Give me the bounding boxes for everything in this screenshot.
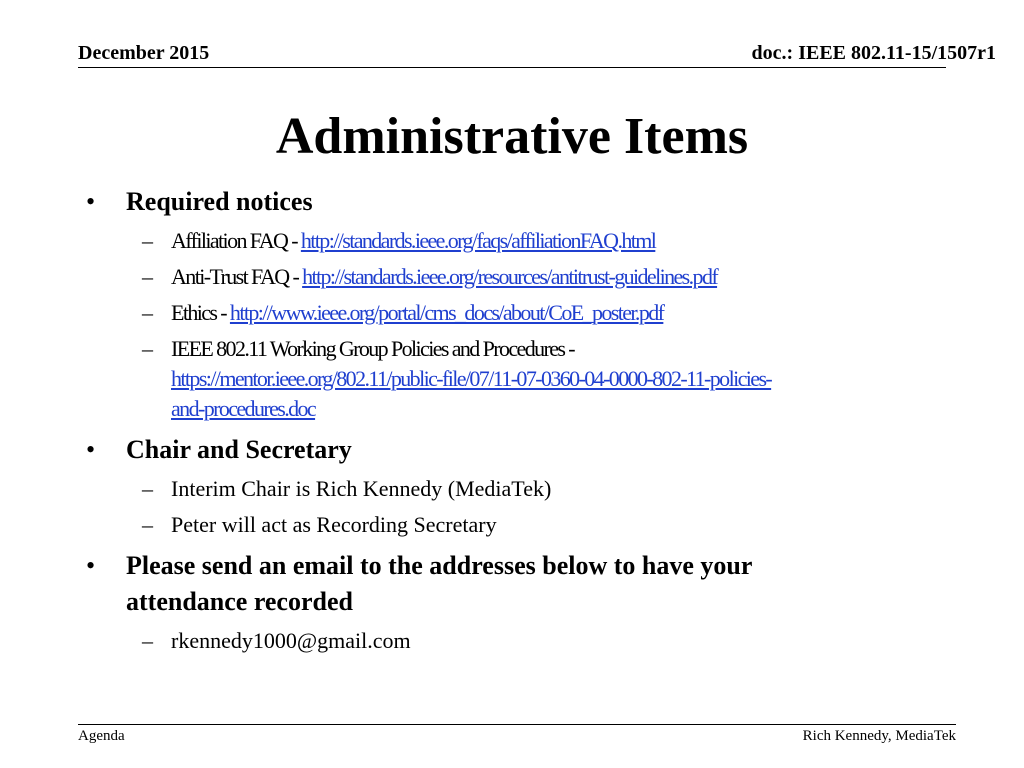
affiliation-faq-link[interactable]: http://standards.ieee.org/faqs/affiliationFAQ.html [300, 228, 656, 253]
dash-marker: – [142, 628, 153, 653]
antitrust-label: Anti-Trust FAQ - [171, 264, 303, 289]
bullet-required-notices [80, 184, 960, 220]
bullet-marker: • [86, 187, 96, 216]
bullet-chair-secretary [80, 432, 960, 468]
header-doc-number: doc.: IEEE 802.11-15/1507r1 [751, 42, 996, 64]
ethics-poster-link[interactable]: http://www.ieee.org/portal/cms_docs/about/CoE_poster.pdf [229, 300, 664, 325]
ethics-label: Ethics - [171, 300, 230, 325]
dash-marker: – [142, 228, 152, 253]
policies-link[interactable] [171, 366, 771, 421]
recording-secretary-text: Peter will act as Recording Secretary [171, 512, 497, 537]
dash-marker: – [142, 264, 152, 289]
attendance-email: rkennedy1000@gmail.com [171, 628, 411, 653]
header-divider [78, 67, 946, 68]
bullet-marker: • [86, 435, 96, 464]
bullet-heading: Chair and Secretary [126, 435, 352, 464]
bullet-attendance [80, 548, 960, 620]
attendance-heading-line1: Please send an email to the addresses below to have your [126, 551, 753, 580]
page-title: Administrative Items [275, 108, 749, 165]
header-date: December 2015 [78, 42, 210, 64]
sub-item-ethics [80, 298, 960, 328]
sub-item-interim-chair [80, 474, 960, 504]
policies-label: IEEE 802.11 Working Group Policies and Procedures - [171, 336, 574, 361]
footer-author: Rich Kennedy, MediaTek [802, 728, 956, 744]
affiliation-label: Affiliation FAQ - [171, 228, 301, 253]
sub-item-antitrust [80, 262, 960, 292]
slide-content [80, 184, 960, 656]
sub-item-policies [80, 334, 960, 424]
dash-marker: – [142, 476, 153, 501]
bullet-marker: • [86, 551, 96, 580]
sub-item-recording-secretary [80, 510, 960, 540]
attendance-heading-line2: attendance recorded [126, 587, 353, 616]
policies-link-line1: https://mentor.ieee.org/802.11/public-file/07/11-07-0360-04-0000-802-11-policies- [171, 366, 772, 391]
sub-item-affiliation [80, 226, 960, 256]
bullet-heading: Required notices [126, 187, 313, 216]
dash-marker: – [142, 512, 153, 537]
footer-divider [78, 724, 956, 725]
dash-marker: – [142, 336, 152, 361]
dash-marker: – [142, 300, 152, 325]
interim-chair-text: Interim Chair is Rich Kennedy (MediaTek) [171, 476, 552, 501]
sub-item-email [80, 626, 960, 656]
antitrust-faq-link[interactable]: http://standards.ieee.org/resources/antitrust-guidelines.pdf [302, 264, 718, 289]
footer-agenda: Agenda [78, 728, 125, 744]
policies-link-line2: and-procedures.doc [171, 396, 316, 421]
